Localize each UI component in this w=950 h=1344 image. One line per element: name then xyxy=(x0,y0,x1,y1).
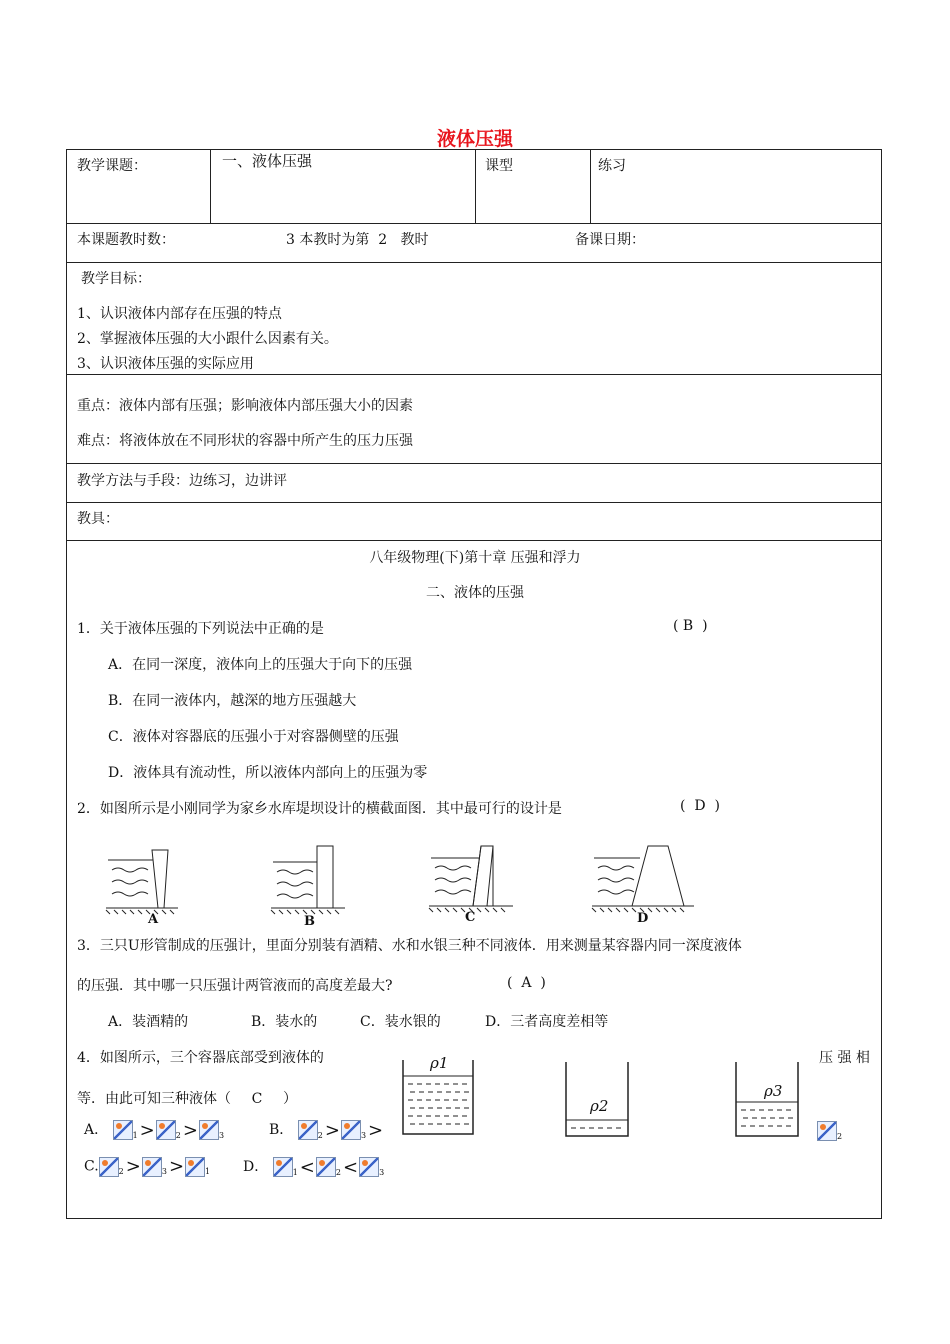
q4-option-d xyxy=(243,1156,385,1178)
option-letter: B． xyxy=(269,1122,294,1138)
rho-index: 3 xyxy=(218,1130,225,1140)
dam-label: A xyxy=(148,912,159,927)
q3-option: B．装水的 xyxy=(251,1014,318,1030)
q4-stem-end: ） xyxy=(283,1091,297,1107)
rho-index: 2 xyxy=(118,1167,124,1177)
q1-option: A．在同一深度，液体向上的压强大于向下的压强 xyxy=(108,657,413,673)
rho-image-icon xyxy=(273,1157,293,1177)
q1-answer: ( B ) xyxy=(673,618,708,634)
dam-figure-c xyxy=(425,840,520,915)
q4-stem-right: 压 强 相 xyxy=(819,1050,870,1066)
rho-image-icon xyxy=(185,1157,205,1177)
tools-text: 教具： xyxy=(77,511,119,527)
gt-sign: > xyxy=(368,1119,384,1141)
q4-option-c xyxy=(84,1156,211,1177)
lt-sign: < xyxy=(299,1156,315,1178)
gt-sign: > xyxy=(139,1119,155,1141)
gt-sign: > xyxy=(182,1119,198,1141)
goal-item: 3、认识液体压强的实际应用 xyxy=(77,356,254,372)
rho-index: 2 xyxy=(175,1130,181,1140)
q4-option-a xyxy=(84,1119,225,1141)
rho-image-icon xyxy=(359,1157,379,1177)
rho-index: 2 xyxy=(317,1130,323,1140)
section-heading: 二、液体的压强 xyxy=(426,585,524,601)
rho-index: 1 xyxy=(132,1130,138,1140)
dam-figure-b xyxy=(265,840,350,915)
rho-index: 1 xyxy=(205,1167,211,1177)
dam-label: D xyxy=(637,911,649,926)
rho-image-icon xyxy=(156,1120,176,1140)
goal-item: 1、认识液体内部存在压强的特点 xyxy=(77,306,282,322)
row-divider xyxy=(66,262,882,263)
type-value: 练习 xyxy=(598,158,626,174)
topic-value: 一、液体压强 xyxy=(222,152,313,170)
dam-figure-d xyxy=(590,840,700,915)
rho-index: 1 xyxy=(292,1167,298,1177)
row-divider xyxy=(66,502,882,503)
option-letter: A． xyxy=(84,1122,109,1138)
goal-item: 2、掌握液体压强的大小跟什么因素有关。 xyxy=(77,331,338,347)
row-divider xyxy=(66,463,882,464)
container-3 xyxy=(733,1058,803,1142)
dam-figure-a xyxy=(100,840,180,915)
difficult-point: 难点：将液体放在不同形状的容器中所产生的压力压强 xyxy=(77,433,413,449)
q2-answer: ( D ) xyxy=(680,798,720,814)
dam-label: B xyxy=(304,914,315,929)
rho-index: 3 xyxy=(360,1130,367,1140)
rho-image-icon xyxy=(341,1120,361,1140)
q4-option-b-tail xyxy=(817,1121,843,1141)
rho-image-icon xyxy=(817,1121,837,1141)
rho-image-icon xyxy=(199,1120,219,1140)
gt-sign: > xyxy=(324,1119,340,1141)
q4-stem-2 xyxy=(77,1088,297,1108)
rho-image-icon xyxy=(142,1157,162,1177)
q3-option: C．装水银的 xyxy=(360,1014,441,1030)
rho-index: 2 xyxy=(837,1131,843,1141)
rho-index: 3 xyxy=(379,1167,385,1177)
q3-answer: ( A ) xyxy=(507,975,546,991)
method-text: 教学方法与手段：边练习，边讲评 xyxy=(77,473,287,489)
rho-image-icon xyxy=(99,1157,119,1177)
q3-line2: 的压强．其中哪一只压强计两管液而的高度差最大? xyxy=(77,978,393,994)
rho-label: ρ2 xyxy=(590,1097,609,1115)
rho-image-icon xyxy=(298,1120,318,1140)
goals-heading: 教学目标： xyxy=(81,271,151,287)
q3-line1: 3．三只U形管制成的压强计，里面分别装有酒精、水和水银三种不同液体．用来测量某容器内同一深度液体 xyxy=(77,938,742,954)
q1-option: D．液体具有流动性，所以液体内部向上的压强为零 xyxy=(108,765,428,781)
date-label: 备课日期： xyxy=(575,232,645,248)
option-letter: D． xyxy=(243,1159,269,1175)
q4-option-b xyxy=(269,1119,384,1141)
q3-option: A．装酒精的 xyxy=(108,1014,189,1030)
row-divider xyxy=(66,223,882,224)
row-divider xyxy=(66,374,882,375)
gt-sign: > xyxy=(125,1156,141,1177)
lt-sign: < xyxy=(342,1156,359,1178)
hours-value: 3 本教时为第 2 教时 xyxy=(286,232,429,248)
q4-stem: 4．如图所示，三个容器底部受到液体的 xyxy=(77,1050,324,1066)
page-title: 液体压强 xyxy=(436,128,513,150)
rho-image-icon xyxy=(113,1120,133,1140)
option-letter: C. xyxy=(84,1158,99,1175)
hours-label: 本课题教时数： xyxy=(77,232,175,248)
chapter-heading: 八年级物理(下)第十章 压强和浮力 xyxy=(369,550,581,566)
q2-stem: 2．如图所示是小刚同学为家乡水库堤坝设计的横截面图．其中最可行的设计是 xyxy=(77,801,562,817)
type-label: 课型 xyxy=(485,158,513,174)
q4-stem-text: 等．由此可知三种液体（ xyxy=(77,1091,231,1107)
rho-index: 3 xyxy=(161,1167,167,1177)
col-divider xyxy=(590,149,591,223)
col-divider xyxy=(475,149,476,223)
rho-image-icon xyxy=(316,1157,336,1177)
key-point: 重点：液体内部有压强；影响液体内部压强大小的因素 xyxy=(77,398,413,414)
q1-option: C．液体对容器底的压强小于对容器侧壁的压强 xyxy=(108,729,399,745)
q4-answer: C xyxy=(251,1091,263,1107)
row-divider xyxy=(66,540,882,541)
rho-label: ρ1 xyxy=(430,1054,449,1072)
col-divider xyxy=(210,149,211,223)
q1-stem: 1．关于液体压强的下列说法中正确的是 xyxy=(77,621,324,637)
q1-option: B．在同一液体内，越深的地方压强越大 xyxy=(108,693,357,709)
q3-option: D．三者高度差相等 xyxy=(485,1014,609,1030)
rho-label: ρ3 xyxy=(764,1082,783,1100)
rho-index: 2 xyxy=(335,1167,341,1177)
topic-label: 教学课题： xyxy=(77,158,147,174)
dam-label: C xyxy=(465,910,476,925)
gt-sign: > xyxy=(168,1156,185,1177)
